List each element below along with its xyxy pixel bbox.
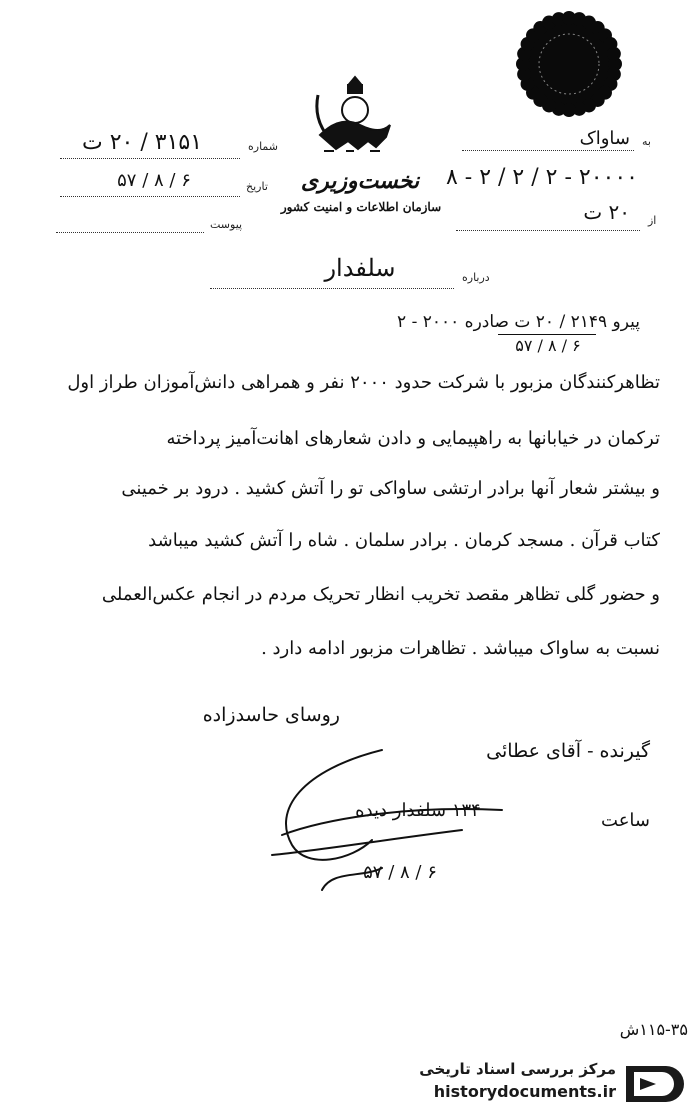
to-label: به xyxy=(642,135,651,148)
reference-line: پیرو ۲۱۴۹ / ۲۰ ت صادره ۲۰۰۰ - ۲ xyxy=(397,312,640,332)
round-seal-stamp xyxy=(513,8,625,120)
subject-value: سلفدار xyxy=(324,254,396,282)
sender-name: روسای حاسدزاده xyxy=(202,704,340,726)
body-line-4: کتاب قرآن . مسجد کرمان . برادر سلمان . شاه را آتش کشید میباشد xyxy=(148,530,660,551)
from-field-line xyxy=(456,230,640,231)
letterhead-title: نخست‌وزیری xyxy=(300,168,420,194)
time-label: ساعت xyxy=(601,810,650,831)
date-label: تاریخ xyxy=(246,180,268,193)
attachment-field-line xyxy=(56,232,204,233)
body-line-5: و حضور گلی تظاهر مقصد تخریب انظار تحریک مردم در انجام عکس‌العملی xyxy=(101,584,660,605)
to-value: ساواک xyxy=(579,128,630,149)
date-field-line xyxy=(60,196,240,197)
reference-number: ۲۰۰۰۰ - ۲ / ۲ / ۲ - ۸ xyxy=(445,165,638,190)
seal-scallop xyxy=(607,47,621,61)
document-code: ۱۱۵-۳۵ش xyxy=(619,1020,688,1039)
reference-fraction-bar xyxy=(498,334,596,335)
subject-label: درباره xyxy=(462,271,490,284)
lion-and-sun-emblem-icon xyxy=(310,75,400,160)
body-line-2: ترکمان در خیابانها به راهپیمایی و دادن شعارهای اهانت‌آمیز پرداخته xyxy=(166,428,660,449)
subject-field-line xyxy=(210,288,454,289)
number-label: شماره xyxy=(248,140,279,153)
from-label: از xyxy=(648,214,657,227)
to-field-line xyxy=(462,150,634,151)
date-value: ۶ / ۸ / ۵۷ xyxy=(117,170,191,191)
body-line-3: و بیشتر شعار آنها برادر ارتشی ساواکی تو را آتش کشید . درود بر خمینی xyxy=(121,478,660,499)
number-field-line xyxy=(60,158,240,159)
archive-logo-icon xyxy=(618,1058,688,1104)
letterhead-subtitle: سازمان اطلاعات و امنیت کشور xyxy=(280,200,442,214)
body-line-1: تظاهرکنندگان مزبور با شرکت حدود ۲۰۰۰ نفر و همراهی دانش‌آموزان طراز اول xyxy=(67,372,660,393)
reference-date: ۶ / ۸ / ۵۷ xyxy=(515,336,581,355)
footer-website: historydocuments.ir xyxy=(433,1082,616,1101)
attachment-label: پیوست xyxy=(210,218,243,231)
receiver-line: گیرنده - آقای عطائی xyxy=(486,740,650,762)
signed-date: ۶ / ۸ / ۵۷ xyxy=(363,862,437,883)
body-line-6: نسبت به ساواک میباشد . تظاهرات مزبور ادامه دارد . xyxy=(261,638,660,659)
from-value: ۲۰ ت xyxy=(583,200,630,224)
signed-text: ۱۳۴ سلفدار دیده xyxy=(355,800,481,821)
number-value: ۳۱۵۱ / ۲۰ ت xyxy=(81,130,203,155)
footer-org-name: مرکز بررسی اسناد تاریخی xyxy=(419,1060,616,1078)
